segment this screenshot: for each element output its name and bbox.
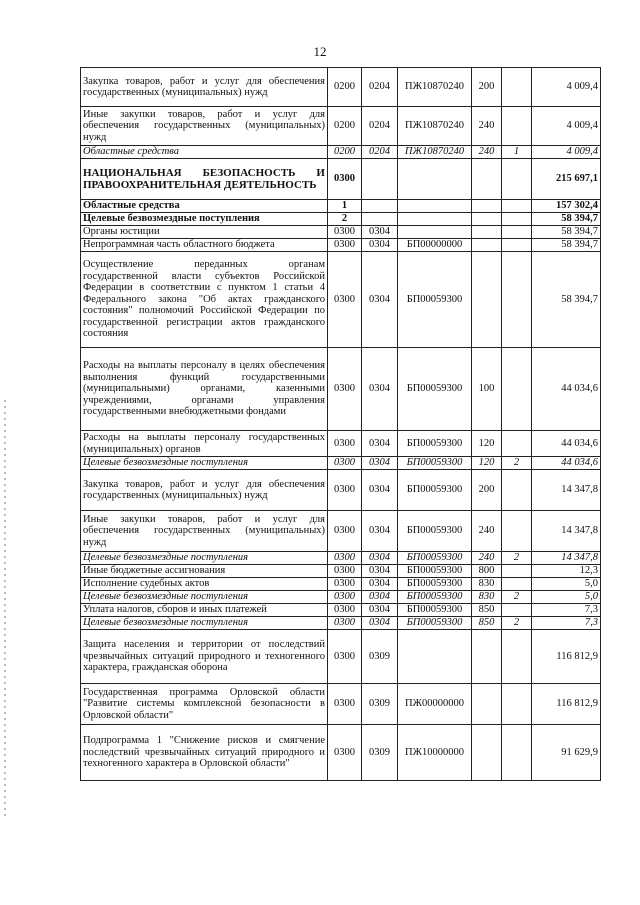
table-row: [81, 591, 601, 604]
cell-glava: 1: [328, 200, 362, 213]
row-name: Подпрограмма 1 "Снижение рисков и смягчение последствий чрезвычайных ситуаций природного и техногенного характера в Орловской области": [81, 725, 328, 781]
cell-razdel: 0304: [362, 511, 398, 552]
cell-razdel: 0204: [362, 146, 398, 159]
budget-table: [80, 67, 601, 781]
cell-expense-type: [472, 200, 502, 213]
cell-target-article: [398, 200, 472, 213]
cell-glava: 0200: [328, 107, 362, 146]
cell-glava: 0300: [328, 725, 362, 781]
row-name: Областные средства: [81, 146, 328, 159]
cell-amount: 4 009,4: [532, 107, 601, 146]
row-name: Уплата налогов, сборов и иных платежей: [81, 604, 328, 617]
cell-razdel: 0304: [362, 431, 398, 457]
table-row: [81, 239, 601, 252]
cell-expense-type: 200: [472, 68, 502, 107]
row-name: Закупка товаров, работ и услуг для обеспечения государственных (муниципальных) нужд: [81, 68, 328, 107]
cell-expense-type: 120: [472, 457, 502, 470]
cell-source: 2: [502, 552, 532, 565]
cell-amount: 91 629,9: [532, 725, 601, 781]
table-row: [81, 68, 601, 107]
cell-glava: 0300: [328, 348, 362, 431]
cell-amount: 12,3: [532, 565, 601, 578]
cell-target-article: БП00059300: [398, 511, 472, 552]
cell-target-article: БП00059300: [398, 252, 472, 348]
cell-expense-type: 100: [472, 348, 502, 431]
cell-glava: 0300: [328, 159, 362, 200]
cell-glava: 0300: [328, 431, 362, 457]
cell-amount: 116 812,9: [532, 684, 601, 725]
table-row: [81, 511, 601, 552]
cell-razdel: 0304: [362, 617, 398, 630]
cell-glava: 0300: [328, 470, 362, 511]
cell-expense-type: 120: [472, 431, 502, 457]
cell-expense-type: 800: [472, 565, 502, 578]
scan-margin-marks: [4, 400, 6, 820]
cell-amount: 58 394,7: [532, 252, 601, 348]
cell-target-article: БП00000000: [398, 239, 472, 252]
row-name: Государственная программа Орловской области "Развитие системы комплексной безопасности в Орловской области": [81, 684, 328, 725]
cell-expense-type: 240: [472, 146, 502, 159]
cell-amount: 116 812,9: [532, 630, 601, 684]
page-number: 12: [313, 44, 327, 59]
cell-glava: 0300: [328, 565, 362, 578]
cell-amount: 58 394,7: [532, 213, 601, 226]
cell-source: 2: [502, 591, 532, 604]
row-name: Целевые безвозмездные поступления: [81, 591, 328, 604]
cell-target-article: БП00059300: [398, 565, 472, 578]
cell-razdel: [362, 213, 398, 226]
cell-razdel: 0304: [362, 591, 398, 604]
cell-target-article: [398, 213, 472, 226]
cell-source: [502, 239, 532, 252]
row-name: Органы юстиции: [81, 226, 328, 239]
cell-source: [502, 470, 532, 511]
cell-razdel: 0304: [362, 457, 398, 470]
cell-target-article: БП00059300: [398, 591, 472, 604]
cell-amount: 14 347,8: [532, 511, 601, 552]
cell-glava: 0200: [328, 68, 362, 107]
cell-target-article: БП00059300: [398, 431, 472, 457]
cell-razdel: 0304: [362, 578, 398, 591]
cell-razdel: 0304: [362, 348, 398, 431]
cell-razdel: 0309: [362, 630, 398, 684]
table-row: [81, 252, 601, 348]
cell-source: [502, 725, 532, 781]
cell-razdel: 0309: [362, 725, 398, 781]
cell-expense-type: [472, 630, 502, 684]
cell-glava: 0300: [328, 578, 362, 591]
cell-target-article: БП00059300: [398, 604, 472, 617]
cell-amount: 58 394,7: [532, 226, 601, 239]
cell-razdel: 0304: [362, 552, 398, 565]
cell-razdel: [362, 200, 398, 213]
table-row: [81, 146, 601, 159]
cell-amount: 14 347,8: [532, 470, 601, 511]
cell-target-article: [398, 159, 472, 200]
cell-razdel: 0304: [362, 239, 398, 252]
cell-expense-type: 240: [472, 511, 502, 552]
cell-razdel: 0304: [362, 604, 398, 617]
cell-expense-type: [472, 725, 502, 781]
cell-glava: 2: [328, 213, 362, 226]
table-row: [81, 617, 601, 630]
cell-amount: 215 697,1: [532, 159, 601, 200]
cell-source: 1: [502, 146, 532, 159]
table-row: [81, 348, 601, 431]
table-row: [81, 565, 601, 578]
row-name: Целевые безвозмездные поступления: [81, 457, 328, 470]
table-row: [81, 107, 601, 146]
cell-source: [502, 578, 532, 591]
cell-target-article: БП00059300: [398, 617, 472, 630]
cell-source: [502, 565, 532, 578]
cell-source: [502, 200, 532, 213]
cell-razdel: 0204: [362, 68, 398, 107]
cell-amount: 44 034,6: [532, 457, 601, 470]
cell-expense-type: 240: [472, 107, 502, 146]
table-row: [81, 552, 601, 565]
cell-source: [502, 252, 532, 348]
cell-expense-type: 200: [472, 470, 502, 511]
cell-razdel: 0304: [362, 226, 398, 239]
table-row: [81, 578, 601, 591]
cell-glava: 0300: [328, 511, 362, 552]
row-name: Исполнение судебных актов: [81, 578, 328, 591]
row-name: Расходы на выплаты персоналу в целях обеспечения выполнения функций государственными (муниципальными) органами, казенными учреждениями, органами управления государственными внебюджетными фондами: [81, 348, 328, 431]
cell-target-article: БП00059300: [398, 348, 472, 431]
cell-target-article: ПЖ00000000: [398, 684, 472, 725]
cell-glava: 0300: [328, 684, 362, 725]
cell-source: [502, 213, 532, 226]
row-name: Иные закупки товаров, работ и услуг для обеспечения государственных (муниципальных) нужд: [81, 107, 328, 146]
cell-source: 2: [502, 617, 532, 630]
cell-razdel: 0204: [362, 107, 398, 146]
cell-target-article: БП00059300: [398, 578, 472, 591]
cell-expense-type: 850: [472, 604, 502, 617]
cell-razdel: 0304: [362, 252, 398, 348]
cell-amount: 157 302,4: [532, 200, 601, 213]
cell-amount: 7,3: [532, 617, 601, 630]
cell-glava: 0300: [328, 617, 362, 630]
row-name: Защита населения и территории от последствий чрезвычайных ситуаций природного и техногенного характера, гражданская оборона: [81, 630, 328, 684]
cell-target-article: ПЖ10870240: [398, 146, 472, 159]
cell-expense-type: [472, 684, 502, 725]
cell-target-article: ПЖ10000000: [398, 725, 472, 781]
cell-source: [502, 431, 532, 457]
cell-source: [502, 604, 532, 617]
cell-target-article: ПЖ10870240: [398, 107, 472, 146]
cell-glava: 0300: [328, 552, 362, 565]
row-name: Закупка товаров, работ и услуг для обеспечения государственных (муниципальных) нужд: [81, 470, 328, 511]
cell-expense-type: [472, 239, 502, 252]
table-row: [81, 431, 601, 457]
cell-source: [502, 159, 532, 200]
cell-razdel: 0304: [362, 565, 398, 578]
cell-amount: 44 034,6: [532, 348, 601, 431]
cell-source: [502, 226, 532, 239]
cell-amount: 4 009,4: [532, 68, 601, 107]
cell-source: 2: [502, 457, 532, 470]
cell-target-article: ПЖ10870240: [398, 68, 472, 107]
cell-amount: 5,0: [532, 591, 601, 604]
table-row: [81, 604, 601, 617]
cell-glava: 0300: [328, 457, 362, 470]
table-row: [81, 226, 601, 239]
table-row: [81, 630, 601, 684]
cell-amount: 4 009,4: [532, 146, 601, 159]
row-name: Целевые безвозмездные поступления: [81, 213, 328, 226]
table-row: [81, 457, 601, 470]
table-row: [81, 684, 601, 725]
row-name: Расходы на выплаты персоналу государственных (муниципальных) органов: [81, 431, 328, 457]
row-name: Целевые безвозмездные поступления: [81, 617, 328, 630]
row-name: Областные средства: [81, 200, 328, 213]
cell-glava: 0300: [328, 591, 362, 604]
cell-amount: 58 394,7: [532, 239, 601, 252]
cell-glava: 0300: [328, 630, 362, 684]
cell-target-article: [398, 226, 472, 239]
cell-expense-type: [472, 159, 502, 200]
cell-razdel: [362, 159, 398, 200]
row-name: Иные закупки товаров, работ и услуг для обеспечения государственных (муниципальных) нужд: [81, 511, 328, 552]
cell-glava: 0200: [328, 146, 362, 159]
cell-amount: 5,0: [532, 578, 601, 591]
cell-source: [502, 107, 532, 146]
cell-razdel: 0309: [362, 684, 398, 725]
table-row: [81, 213, 601, 226]
cell-target-article: БП00059300: [398, 552, 472, 565]
cell-amount: 7,3: [532, 604, 601, 617]
cell-glava: 0300: [328, 226, 362, 239]
cell-target-article: БП00059300: [398, 457, 472, 470]
row-name: Иные бюджетные ассигнования: [81, 565, 328, 578]
cell-expense-type: 240: [472, 552, 502, 565]
table-row: [81, 470, 601, 511]
cell-expense-type: [472, 252, 502, 348]
cell-glava: 0300: [328, 239, 362, 252]
cell-source: [502, 511, 532, 552]
cell-expense-type: [472, 226, 502, 239]
cell-expense-type: 830: [472, 591, 502, 604]
cell-expense-type: 850: [472, 617, 502, 630]
row-name: НАЦИОНАЛЬНАЯ БЕЗОПАСНОСТЬ И ПРАВООХРАНИТЕЛЬНАЯ ДЕЯТЕЛЬНОСТЬ: [81, 159, 328, 200]
cell-source: [502, 630, 532, 684]
cell-source: [502, 68, 532, 107]
cell-expense-type: [472, 213, 502, 226]
cell-source: [502, 348, 532, 431]
row-name: Целевые безвозмездные поступления: [81, 552, 328, 565]
cell-glava: 0300: [328, 604, 362, 617]
cell-source: [502, 684, 532, 725]
table-row: [81, 200, 601, 213]
table-row: [81, 159, 601, 200]
cell-amount: 44 034,6: [532, 431, 601, 457]
cell-target-article: [398, 630, 472, 684]
row-name: Непрограммная часть областного бюджета: [81, 239, 328, 252]
cell-amount: 14 347,8: [532, 552, 601, 565]
cell-glava: 0300: [328, 252, 362, 348]
cell-expense-type: 830: [472, 578, 502, 591]
cell-target-article: БП00059300: [398, 470, 472, 511]
table-row: [81, 725, 601, 781]
cell-razdel: 0304: [362, 470, 398, 511]
row-name: Осуществление переданных органам государственной власти субъектов Российской Федерации в соответствии с пунктом 1 статьи 4 Федерального закона "Об актах гражданского состояния" полномочий Российской Федерации по государственной регистрации актов гражданского состояния: [81, 252, 328, 348]
